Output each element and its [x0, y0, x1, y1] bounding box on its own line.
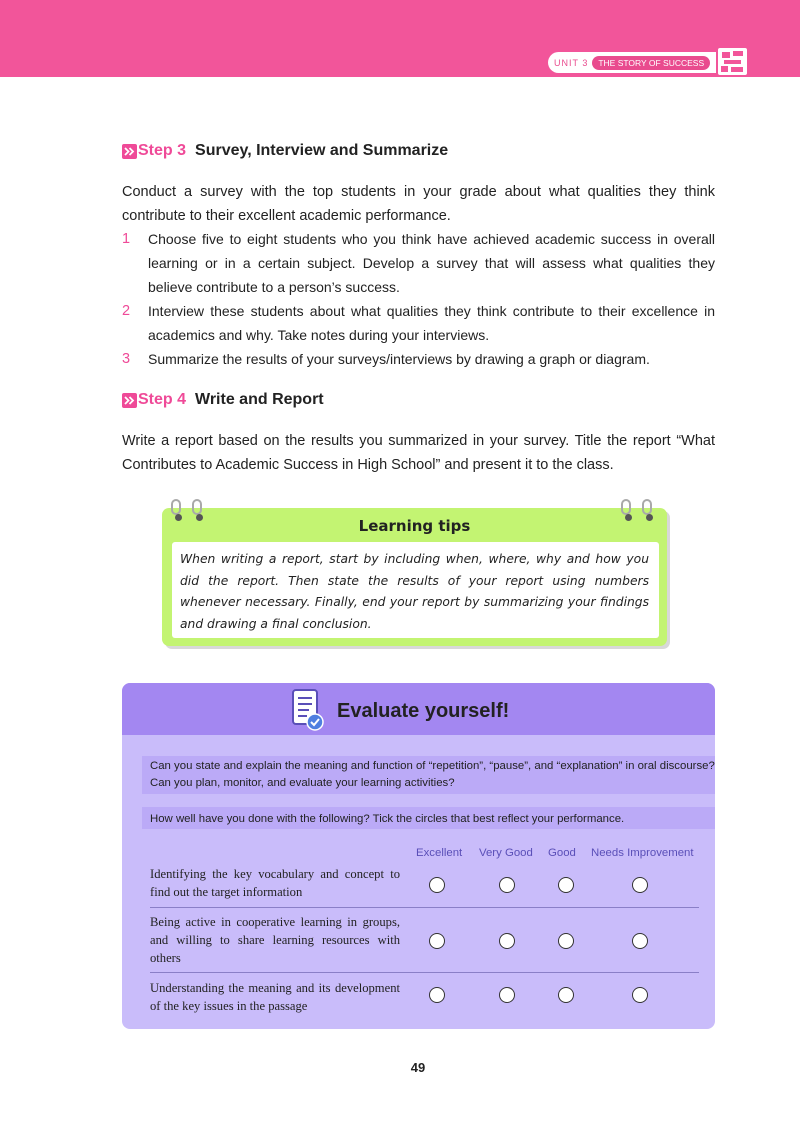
evaluation-row-label: Identifying the key vocabulary and concept to find out the target information	[150, 867, 400, 899]
unit-tab	[548, 52, 716, 73]
tips-title: Learning tips	[358, 517, 471, 535]
rating-radio-good[interactable]	[558, 877, 574, 893]
list-number: 1	[122, 231, 131, 247]
evaluation-row-label: Being active in cooperative learning in groups, and willing to share learning resources with others	[150, 915, 400, 965]
rating-radio-good[interactable]	[558, 987, 574, 1003]
learning-tips-box	[162, 508, 667, 646]
rating-radio-good[interactable]	[558, 933, 574, 949]
list-number: 2	[122, 303, 131, 319]
step4-heading	[122, 391, 324, 409]
rating-radio-excellent[interactable]	[429, 877, 445, 893]
step4-label: Step 4	[138, 391, 187, 408]
list-item	[122, 347, 715, 371]
step3-title: Survey, Interview and Summarize	[195, 142, 449, 159]
step3-list	[122, 227, 715, 371]
step4-text: Write a report based on the results you summarized in your survey. Title the report “What Contributes to Academic Success in High School” and present it to the class.	[122, 433, 715, 473]
rating-header-good: Good	[548, 847, 576, 859]
step3-heading	[122, 142, 448, 160]
row-divider	[150, 907, 699, 908]
list-text: Interview these students about what qualities they think contribute to their excellence in academics and why. Take notes during your interviews.	[148, 303, 715, 343]
step3-intro: Conduct a survey with the top students in your grade about what qualities they think contribute to their excellent academic performance.	[122, 184, 715, 224]
rating-header-very-good: Very Good	[479, 847, 533, 859]
rating-radio-excellent[interactable]	[429, 933, 445, 949]
checklist-icon	[287, 686, 327, 734]
double-chevron-icon	[122, 393, 137, 408]
evaluate-title: Evaluate yourself!	[337, 700, 510, 722]
evaluate-question-2: How well have you done with the following? Tick the circles that best reflect your performance.	[142, 807, 715, 829]
unit-emblem-icon	[716, 46, 749, 77]
list-item	[122, 227, 715, 299]
list-number: 3	[122, 351, 131, 367]
rating-header-needs-improvement: Needs Improvement	[591, 847, 694, 859]
step3-label: Step 3	[138, 142, 187, 159]
rating-radio-very-good[interactable]	[499, 987, 515, 1003]
list-item	[122, 299, 715, 347]
double-chevron-icon	[122, 144, 137, 159]
step4-title: Write and Report	[195, 391, 324, 408]
rating-header-excellent: Excellent	[416, 847, 463, 859]
tips-text: When writing a report, start by including when, where, why and how you did the report. Then state the results of your report using numbers whenever necessary. Finally, end your report by summarizing your findings and drawing a final conclusion.	[180, 552, 649, 631]
rating-radio-excellent[interactable]	[429, 987, 445, 1003]
rating-radio-very-good[interactable]	[499, 877, 515, 893]
rating-radio-needs-improvement[interactable]	[632, 987, 648, 1003]
rating-radio-very-good[interactable]	[499, 933, 515, 949]
row-divider	[150, 972, 699, 973]
unit-title: THE STORY OF SUCCESS	[592, 56, 710, 70]
rating-radio-needs-improvement[interactable]	[632, 877, 648, 893]
list-text: Summarize the results of your surveys/interviews by drawing a graph or diagram.	[148, 351, 650, 367]
list-text: Choose five to eight students who you think have achieved academic success in overall learning or in a certain subject. Develop a survey that will assess what qualities they believe contribute to a person’s success.	[148, 231, 715, 295]
evaluation-row-label: Understanding the meaning and its development of the key issues in the passage	[150, 981, 400, 1013]
tips-content	[172, 542, 659, 638]
evaluate-question-1: Can you state and explain the meaning and function of “repetition”, “pause”, and “explanation” in oral discourse? Can you plan, monitor, and evaluate your learning activities?	[142, 756, 715, 794]
rating-radio-needs-improvement[interactable]	[632, 933, 648, 949]
evaluate-section	[122, 683, 715, 1029]
page-number: 49	[410, 1060, 426, 1075]
unit-label: UNIT 3	[554, 57, 589, 68]
